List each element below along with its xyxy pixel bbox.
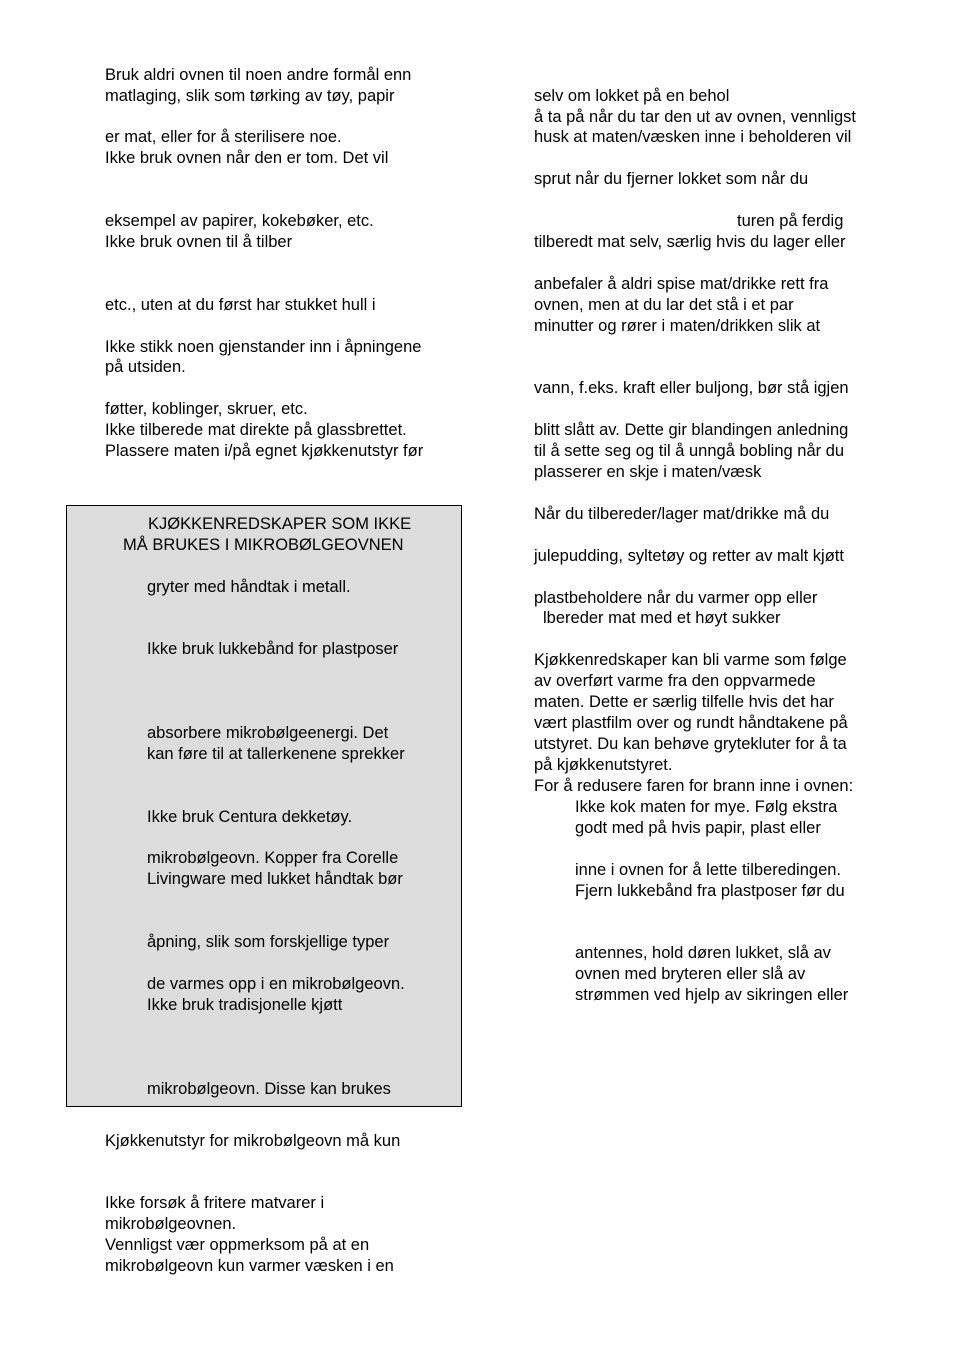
text-line: ovnen, men at du lar det stå i et par	[534, 296, 794, 314]
text-line: blitt slått av. Dette gir blandingen anledning	[534, 421, 849, 439]
text-line: til å sette seg og til å unngå bobling når du	[534, 442, 845, 460]
text-line: Ikke bruk tradisjonelle kjøtt	[147, 996, 343, 1014]
text-line: Ikke bruk ovnen når den er tom. Det vil	[105, 149, 389, 167]
text-line: anbefaler å aldri spise mat/drikke rett fra	[534, 275, 829, 293]
text-line: Kjøkkenredskaper kan bli varme som følge	[534, 651, 847, 669]
text-line: lbereder mat med et høyt sukker	[543, 609, 781, 627]
text-line: Plassere maten i/på egnet kjøkkenutstyr før	[105, 442, 424, 460]
text-line: mikrobølgeovn. Kopper fra Corelle	[147, 849, 399, 867]
indented-line: antennes, hold døren lukket, slå av	[575, 944, 831, 962]
text-line: tilberedt mat selv, særlig hvis du lager eller	[534, 233, 846, 251]
text-line: minutter og rører i maten/drikken slik at	[534, 317, 821, 335]
indented-line: godt med på hvis papir, plast eller	[575, 819, 821, 837]
text-line: Ikke tilberede mat direkte på glassbrettet.	[105, 421, 407, 439]
text-line: eksempel av papirer, kokebøker, etc.	[105, 212, 374, 230]
text-line: maten. Dette er særlig tilfelle hvis det har	[534, 693, 834, 711]
text-line: plasserer en skje i maten/væsk	[534, 463, 762, 481]
warning-box-title: KJØKKENREDSKAPER SOM IKKE	[148, 515, 412, 533]
text-line: Når du tilbereder/lager mat/drikke må du	[534, 505, 830, 523]
text-line: Ikke bruk ovnen til å tilber	[105, 233, 293, 251]
indented-line: Ikke kok maten for mye. Følg ekstra	[575, 798, 838, 816]
text-line: plastbeholdere når du varmer opp eller	[534, 589, 818, 607]
text-line: matlaging, slik som tørking av tøy, papir	[105, 87, 395, 105]
text-line: turen på ferdig	[737, 212, 844, 230]
warning-box-title: MÅ BRUKES I MIKROBØLGEOVNEN	[123, 536, 404, 554]
text-line: de varmes opp i en mikrobølgeovn.	[147, 975, 405, 993]
text-line: på utsiden.	[105, 358, 186, 376]
text-line: For å redusere faren for brann inne i ovnen:	[534, 777, 854, 795]
text-line: julepudding, syltetøy og retter av malt kjøtt	[534, 547, 844, 565]
text-line: etc., uten at du først har stukket hull i	[105, 296, 376, 314]
text-line: å ta på når du tar den ut av ovnen, vennligst	[534, 108, 856, 126]
text-line: sprut når du fjerner lokket som når du	[534, 170, 809, 188]
text-line: Ikke bruk lukkebånd for plastposer	[147, 640, 399, 658]
text-line: kan føre til at tallerkenene sprekker	[147, 745, 405, 763]
text-line: Livingware med lukket håndtak bør	[147, 870, 403, 888]
text-line: Ikke stikk noen gjenstander inn i åpningene	[105, 338, 422, 356]
text-line: Vennligst vær oppmerksom på at en	[105, 1236, 370, 1254]
text-line: mikrobølgeovn kun varmer væsken i en	[105, 1257, 394, 1275]
text-line: utstyret. Du kan behøve grytekluter for å ta	[534, 735, 847, 753]
text-line: på kjøkkenutstyret.	[534, 756, 673, 774]
text-line: Kjøkkenutstyr for mikrobølgeovn må kun	[105, 1132, 401, 1150]
text-line: vært plastfilm over og rundt håndtakene på	[534, 714, 848, 732]
text-line: husk at maten/væsken inne i beholderen vil	[534, 128, 852, 146]
text-line: mikrobølgeovn. Disse kan brukes	[147, 1080, 391, 1098]
text-line: av overført varme fra den oppvarmede	[534, 672, 816, 690]
indented-line: inne i ovnen for å lette tilberedingen.	[575, 861, 842, 879]
text-line: gryter med håndtak i metall.	[147, 578, 351, 596]
indented-line: ovnen med bryteren eller slå av	[575, 965, 806, 983]
text-line: er mat, eller for å sterilisere noe.	[105, 128, 342, 146]
text-line: selv om lokket på en behol	[534, 87, 730, 105]
text-line: føtter, koblinger, skruer, etc.	[105, 400, 308, 418]
text-line: absorbere mikrobølgeenergi. Det	[147, 724, 389, 742]
indented-line: Fjern lukkebånd fra plastposer før du	[575, 882, 845, 900]
text-line: Bruk aldri ovnen til noen andre formål enn	[105, 66, 412, 84]
text-line: vann, f.eks. kraft eller buljong, bør stå igjen	[534, 379, 849, 397]
text-line: mikrobølgeovnen.	[105, 1215, 237, 1233]
text-line: Ikke forsøk å fritere matvarer i	[105, 1194, 325, 1212]
text-line: åpning, slik som forskjellige typer	[147, 933, 390, 951]
indented-line: strømmen ved hjelp av sikringen eller	[575, 986, 849, 1004]
text-line: Ikke bruk Centura dekketøy.	[147, 808, 353, 826]
